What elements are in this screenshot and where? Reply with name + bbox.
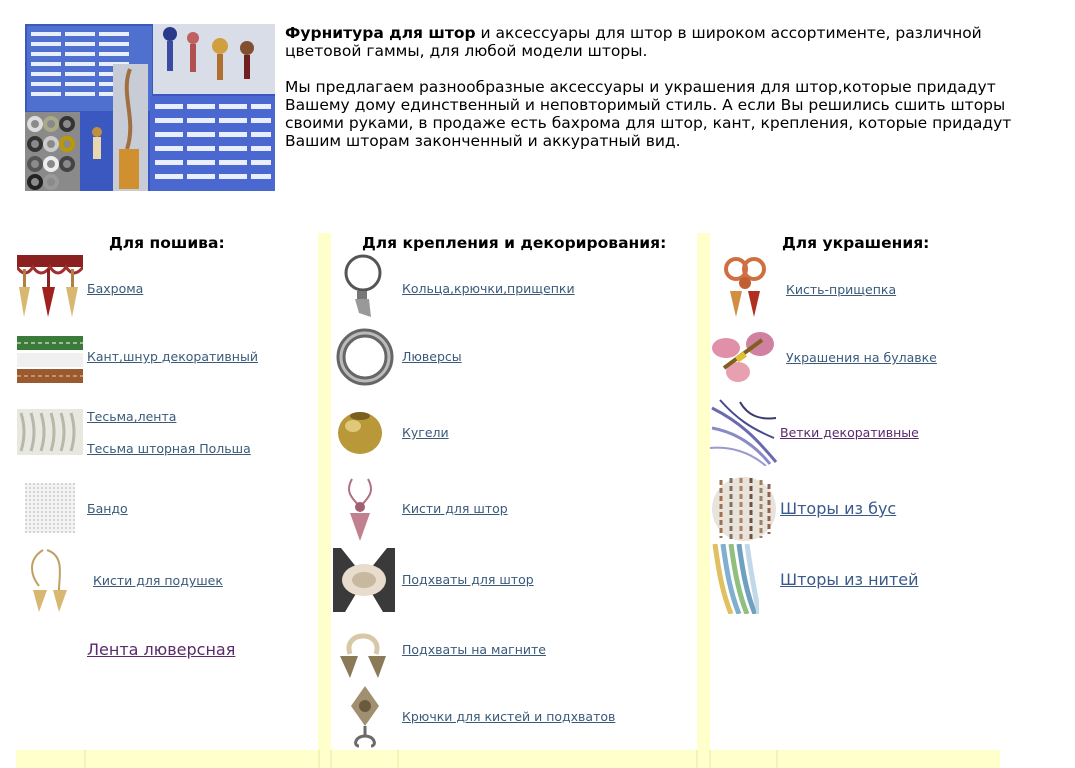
grommets-thumb[interactable] [335, 328, 395, 386]
pin-decor-thumb[interactable] [710, 326, 776, 386]
hooks-thumb[interactable] [345, 684, 385, 748]
thread-curtain-thumb[interactable] [711, 544, 759, 614]
pillow-tassel-thumb[interactable] [25, 546, 75, 614]
link-thread-curtain[interactable]: Шторы из нитей [780, 570, 919, 589]
link-rings[interactable]: Кольца,крючки,прищепки [402, 281, 575, 296]
link-grommet-tape[interactable]: Лента люверсная [87, 640, 236, 659]
link-clip-tassel[interactable]: Кисть-прищепка [786, 282, 897, 297]
rings-thumb[interactable] [337, 253, 387, 319]
intro-rest: и аксессуары для штор в широком ассортименте, различной цветовой гаммы, для любой модели шторы. [285, 24, 982, 60]
tape-thumb[interactable] [17, 409, 83, 455]
column-title-fastening: Для крепления и декорирования: [362, 234, 667, 252]
magnet-tieback-thumb[interactable] [338, 620, 388, 680]
branches-thumb[interactable] [710, 398, 778, 466]
intro-bold: Фурнитура для штор [285, 24, 476, 42]
column-separator [318, 233, 331, 768]
link-branches[interactable]: Ветки декоративные [780, 425, 919, 440]
link-grommets[interactable]: Люверсы [402, 349, 462, 364]
link-tape[interactable]: Тесьма,лента [87, 409, 177, 424]
intro-text [285, 24, 1045, 168]
curtain-tassel-thumb[interactable] [338, 475, 384, 543]
link-magnet-tieback[interactable]: Подхваты на магните [402, 642, 546, 657]
link-pillow-tassel[interactable]: Кисти для подушек [93, 573, 223, 588]
tieback-thumb[interactable] [333, 548, 395, 612]
link-hooks[interactable]: Крючки для кистей и подхватов [402, 709, 616, 724]
link-fringe[interactable]: Бахрома [87, 281, 144, 296]
link-cord[interactable]: Кант,шнур декоративный [87, 349, 258, 364]
link-bando[interactable]: Бандо [87, 501, 128, 516]
bead-curtain-thumb[interactable] [711, 476, 777, 542]
link-curtain-tassel[interactable]: Кисти для штор [402, 501, 508, 516]
intro-paragraph-2: Мы предлагаем разнообразные аксессуары и украшения для штор,которые придадут Вашему дому единственный и неповторимый стиль. А если Вы решились сшить шторы своими руками, в продаже есть бахрома для штор, кант, крепления, которые придадут Вашим шторам законченный и аккуратный вид. [285, 78, 1012, 150]
column-title-decor: Для украшения: [782, 234, 930, 252]
cord-thumb[interactable] [17, 336, 83, 384]
kugel-thumb[interactable] [335, 406, 385, 458]
clip-tassel-thumb[interactable] [722, 255, 768, 319]
column-title-sewing: Для пошива: [109, 234, 225, 252]
intro-paragraph-1 [285, 24, 1045, 60]
bando-thumb[interactable] [25, 483, 75, 533]
bottom-bar [16, 750, 1000, 768]
link-bead-curtain[interactable]: Шторы из бус [780, 499, 897, 518]
fringe-thumb[interactable] [17, 255, 83, 319]
hero-image [25, 24, 275, 191]
link-kugel[interactable]: Кугели [402, 425, 449, 440]
link-pin-decor[interactable]: Украшения на булавке [786, 350, 937, 365]
column-separator [697, 233, 710, 768]
link-tape-poland[interactable]: Тесьма шторная Польша [87, 441, 251, 456]
link-tieback[interactable]: Подхваты для штор [402, 572, 534, 587]
